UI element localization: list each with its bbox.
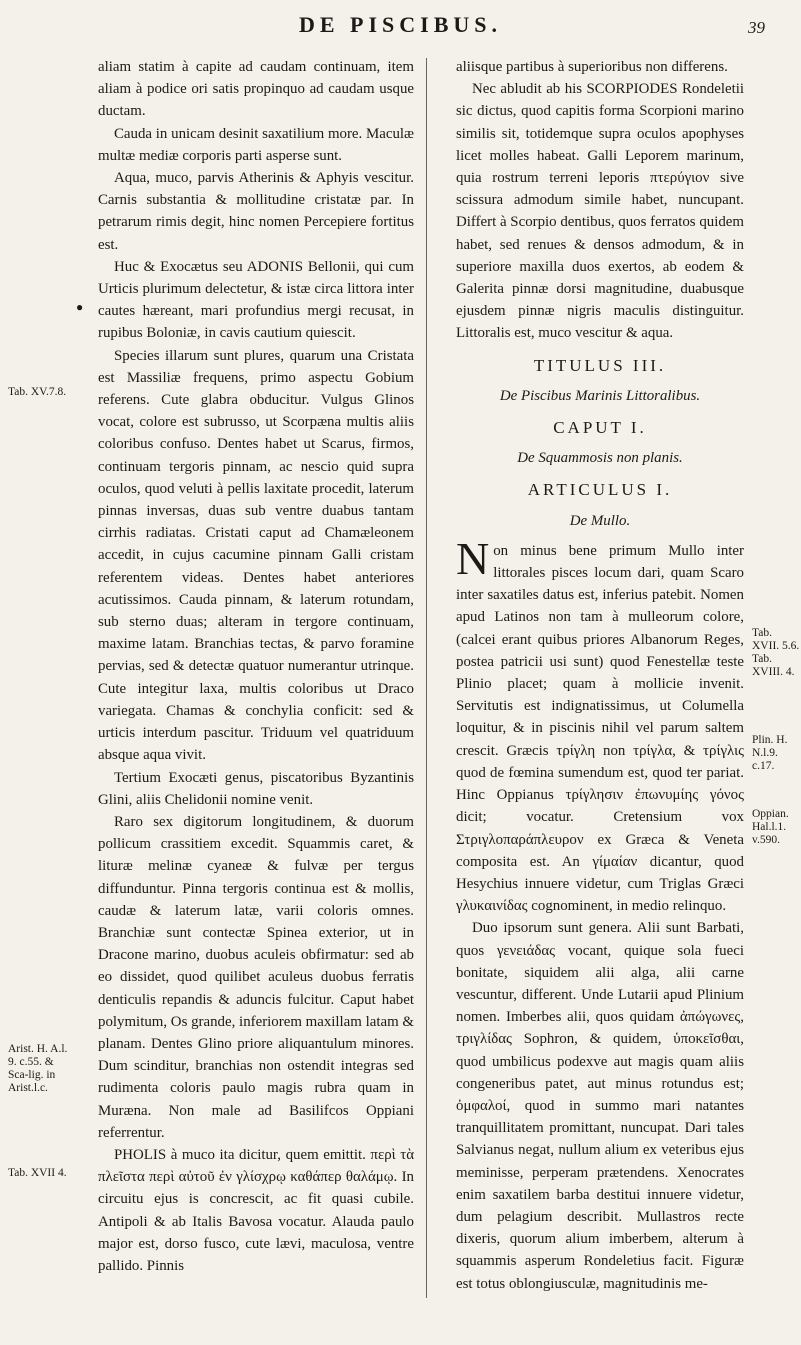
paragraph: Raro sex digitorum longitudinem, & duorum pollicum crassitiem excedit. Squammis caret, & lituræ melinæ cyaneæ & fulvæ per tergus diffunduntur. Pinna tergoris continua est & mollis, caudæ & laterum latæ, varii coloris omnes. Branchiæ sunt contectæ Spinea exterior, ut in Dracone marino, duobus aculeis obfirmatur: sed ab eo dissidet, quod quilibet aculeus duobus ferratis denticulis repandis & aduncis fulcitur. Caput habet polymitum, Os grande, inferiorem maxillam latam & planam. Dentes Glino priore aliquantulum minores. Dum scinditur, branchias non ostendit integras sed rudimenta coloris paulo magis rubra quam in Murænа. Non male ad Basilifcos Oppiani referrentur. <box>98 813 414 1141</box>
caput-subheading: De Squammosis non planis. <box>517 450 683 467</box>
titulus-subheading: De Piscibus Marinis Littoralibus. <box>499 387 701 404</box>
bullet-ornament: ● <box>76 300 84 314</box>
paragraph: aliam statim à capite ad caudam continuam, item aliam à podice ori satis propinquo ad caudam usque ductam. <box>98 59 414 120</box>
titulus-heading: TITULUS III. <box>533 355 667 375</box>
margin-note-aristotle: Arist. H. A.l. 9. c.55. & Sca-lig. in Arist.l.c. <box>8 1043 68 1094</box>
paragraph: Tertium Exocæti genus, piscatoribus Byzantinis Glini, aliis Chelidonii nomine venit. <box>98 769 414 808</box>
right-column <box>456 56 744 1295</box>
paragraph: Non minus bene primum Mullo inter littorales pisces locum dari, quam Scaro inter saxatiles datus est, inferius patebit. Nomen apud Latinos non tam à mulleorum colore, (calcei erant quibus priores Albanorum Reges, postea patricii usi sunt) quod Fenestellæ teste Plinio placet; quam à mollicie invenit. Servitutis est indignatissimus, ut Columella loquitur, & in piscinis nihil vel parum saltem crescit. Græcis τρίγλη non τρίγλα, & τρίγλις quod de fœmina sumendum est, quod ter pariat. Hinc Oppianus τρίγλησιν ἐπωνυμίης γόνος dicit; vocatur. Cretensium vox Στριγλοπαράπλευρον ex Græca & Veneta composita est. An γίμαίαν dicantur, quod Hesychius innuere videtur, cum Triglas Græci γλυκαινίδας cognominent, in medio relinquo. <box>456 532 744 915</box>
margin-note-pliny: Plin. H. N.l.9. c.17. <box>752 734 788 772</box>
articulus-subheading: De Mullo. <box>569 512 631 529</box>
column-divider <box>426 58 427 1298</box>
running-header: DE PISCIBUS. <box>298 12 503 37</box>
paragraph: Nec abludit ab his SCORPIODES Rondeletii sic dictus, quod capitis forma Scorpioni marino similis sit, totidemque supra oculos apophyses licet molles habeat. Galli Leporem marinum, quia rostrum terreni leporis πτερύγιον sive scissura admodum simile habet, nuncupant. Differt à Scorpio dentibus, quos ferratos quidem habet, sed renues & densos admodum, & in superiore maxilla duos exertos, ab eodem & Galerita pinnæ dorsi magnitudine, duabusque ejusdem pinnæ nigris maculis distinguitur. Littoralis est, muco vescitur & aqua. <box>456 81 744 342</box>
paragraph: Cauda in unicam desinit saxatilium more. Maculæ multæ mediæ corporis parti asperse sunt. <box>98 125 414 164</box>
left-column <box>98 56 414 1277</box>
paragraph: PHOLIS à muco ita dicitur, quem emittit. περὶ τὰ πλεῖστα περὶ αὐτοῦ ἐν γλίσχρῳ καθάπερ θαλάμῳ. In circuitu ejus is concrescit, ac fit quasi cubile. Antipoli & ab Italis Bavosa vocatur. Alauda paulo major est, dorso fusco, cute lævi, maculosa, ventre pallido. Pinnis <box>98 1146 414 1274</box>
page-number: 39 <box>748 18 765 37</box>
margin-note-tab-17: Tab. XVII 4. <box>8 1167 67 1179</box>
caput-heading: CAPUT I. <box>553 418 647 438</box>
paragraph: aliisque partibus à superioribus non differens. <box>456 59 728 75</box>
margin-note-tab-15: Tab. XV.7.8. <box>8 386 67 398</box>
margin-note-oppian: Oppian. Hal.l.1. v.590. <box>752 808 789 846</box>
margin-note-tab-right: Tab. XVII. 5.6. Tab. XVIII. 4. <box>752 627 800 678</box>
articulus-heading: ARTICULUS I. <box>527 480 673 500</box>
paragraph: Species illarum sunt plures, quarum una Cristata est Massiliæ frequens, primo aspectu Gobium referens. Cute glabra obducitur. Vulgus Glinos vocat, colore est subrusso, ut Scorpæna multis aliis coloribus confuso. Dentes habet ut Scarus, firmos, continuam tergoris pinnam, ac nescio quid supra oculos, quod veluti à pellis laxitate procedit, laterum pinnas inversas, duas sub ventre duabus tantam cirrhis radiatas. Cristati caput ad Chamæleonem accedit, in cujus cacumine pinnam Galli cristam referentem videas. Dentes habet anteriores acutissimos. Cauda pinnam, & laterum rotundam, sub sterno duas; alteram in tergore continuam, maxime latam. Branchias tectas, & parvo foramine pervias, sed & detectæ quatuor numerantur utrinque. Cute integitur laxa, multis coloribus ut Draco variegata. Chamas & conchylia conficit: sed & urticis interdum pascitur. Triduum vel quatriduum absque aqua vivit. <box>98 347 414 764</box>
paragraph: Duo ipsorum sunt genera. Alii sunt Barbati, quos γενειάδας vocant, quique sola fueci bonitate, siquidem alii alga, alii carne vescuntur, different. Unde Lutarii apud Plinium nomen. Imberbes alii, quos quidam ἀπώγωνες, τριγλίδας Sophron, & quidem, ὑποκεῖσθαι, quod umbilicus podexve aut magis quam aliis congeneribus patet, aut minus rotundus est; ὀμφαλοί, quod in summo mari natantes tranquillitatem promittant, nuncupat. Dari tales Salvianus negat, nullum alium ex veteribus ejus meminisse, perperam prætendens. Xenocrates enim saxatilem barba destitui innuere videtur, dum pelagium describit. Mullastros recte dixeris, quorum alium imberbem, alterum à squammis asperum Rondeletius facit. Figuræ est totus oblongiusculæ, magnitudinis me- <box>456 920 744 1292</box>
paragraph: Huc & Exocætus seu ADONIS Bellonii, qui cum Urticis plurimum delectetur, & istæ circa littora inter cautes hæreant, mari profundius mergi recusat, in rupibus Boloniæ, in cavis cautium quiescit. <box>98 258 414 342</box>
paragraph: Aqua, muco, parvis Atherinis & Aphyis vescitur. Carnis substantia & mollitudine cristatæ par. In petrarum rimis degit, hinc nomen Percepiere fortitus est. <box>98 170 414 253</box>
